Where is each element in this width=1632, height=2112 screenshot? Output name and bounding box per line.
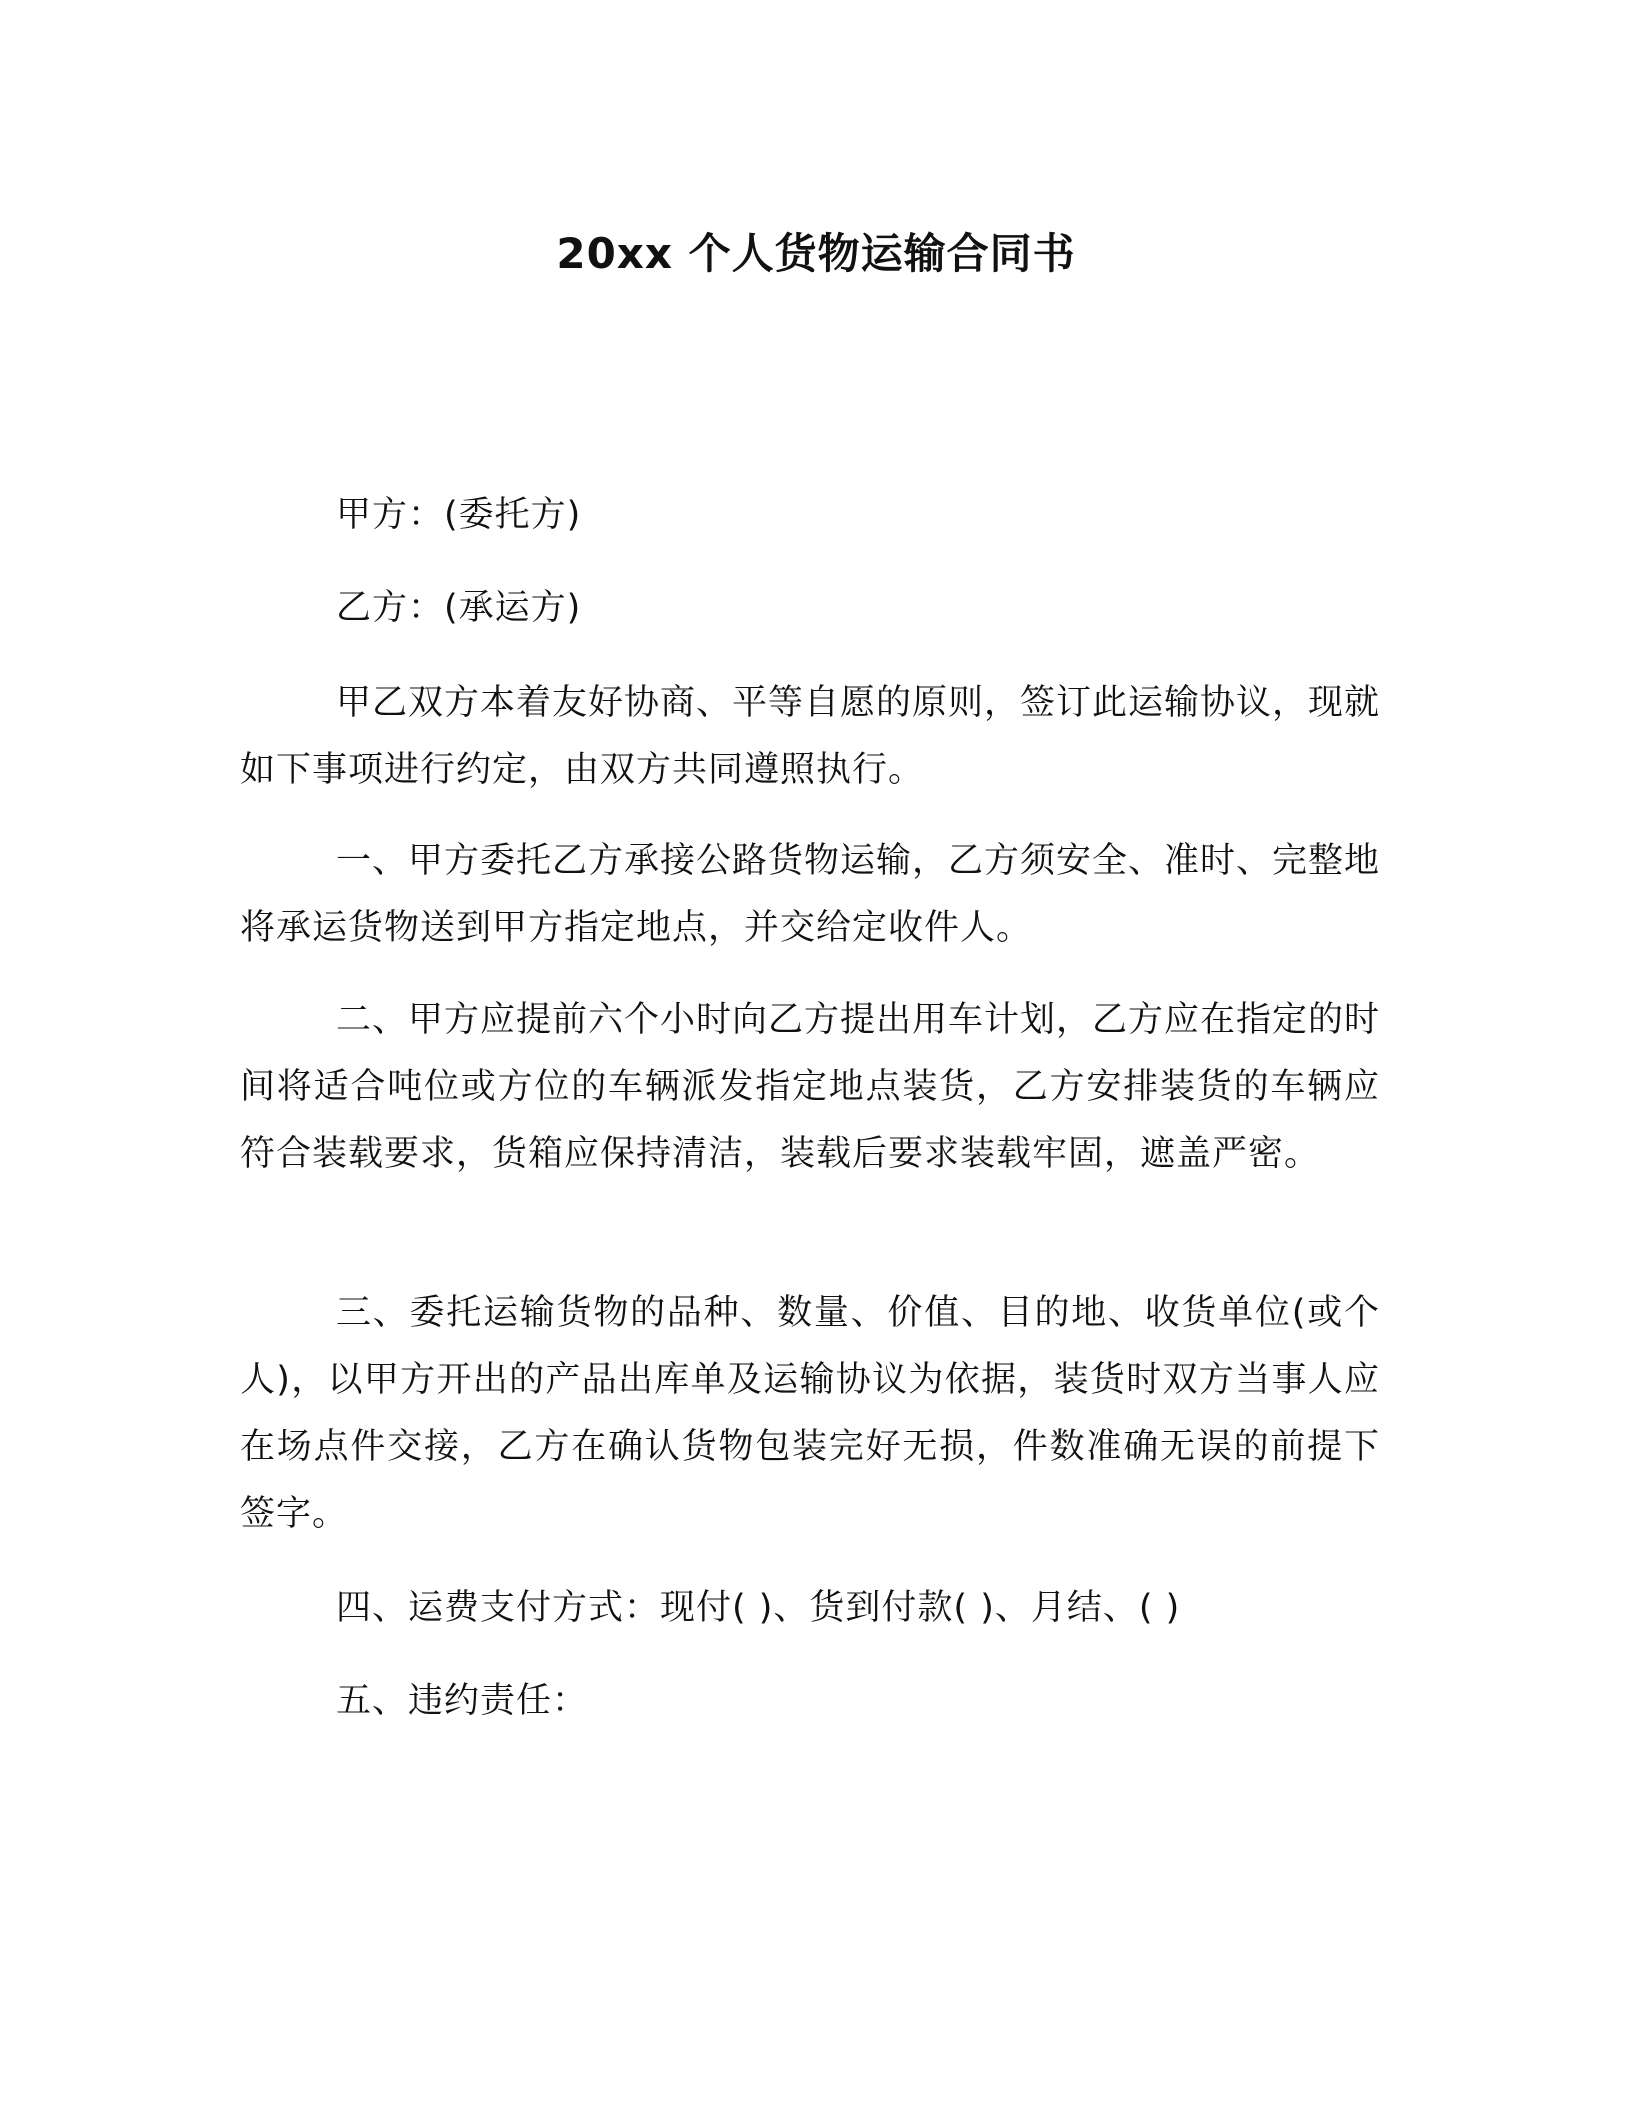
paragraph-clause-5: [240, 1668, 1380, 1735]
paragraph-clause-4: [240, 1575, 1380, 1642]
party-a-line: 甲方：(委托方): [336, 495, 582, 535]
paragraph-text: 五、违约责任：: [336, 1681, 589, 1721]
document-title: 20xx 个人货物运输合同书: [556, 229, 1076, 278]
paragraph-text: 甲乙双方本着友好协商、平等自愿的原则，签订此运输协议，现就如下事项进行约定，由双方共同遵照执行。: [240, 683, 1381, 790]
paragraph-preamble: [240, 670, 1380, 804]
paragraph-text: 二、甲方应提前六个小时向乙方提出用车计划，乙方应在指定的时间将适合吨位或方位的车辆派发指定地点装货，乙方安排装货的车辆应符合装载要求，货箱应保持清洁，装载后要求装载牢固，遮盖严密。: [240, 1000, 1381, 1174]
paragraph-text: 三、委托运输货物的品种、数量、价值、目的地、收货单位(或个人)，以甲方开出的产品出库单及运输协议为依据，装货时双方当事人应在场点件交接，乙方在确认货物包装完好无损，件数准确无误的前提下签字。: [240, 1293, 1380, 1534]
paragraph-clause-1: [240, 828, 1380, 962]
paragraph-clause-3: [240, 1280, 1380, 1548]
paragraph-text: 四、运费支付方式：现付( )、货到付款( )、月结、( ): [336, 1588, 1181, 1628]
paragraph-clause-2: [240, 987, 1380, 1188]
paragraph-text: 一、甲方委托乙方承接公路货物运输，乙方须安全、准时、完整地将承运货物送到甲方指定地点，并交给定收件人。: [240, 841, 1381, 948]
party-b-line: 乙方：(承运方): [336, 588, 582, 628]
